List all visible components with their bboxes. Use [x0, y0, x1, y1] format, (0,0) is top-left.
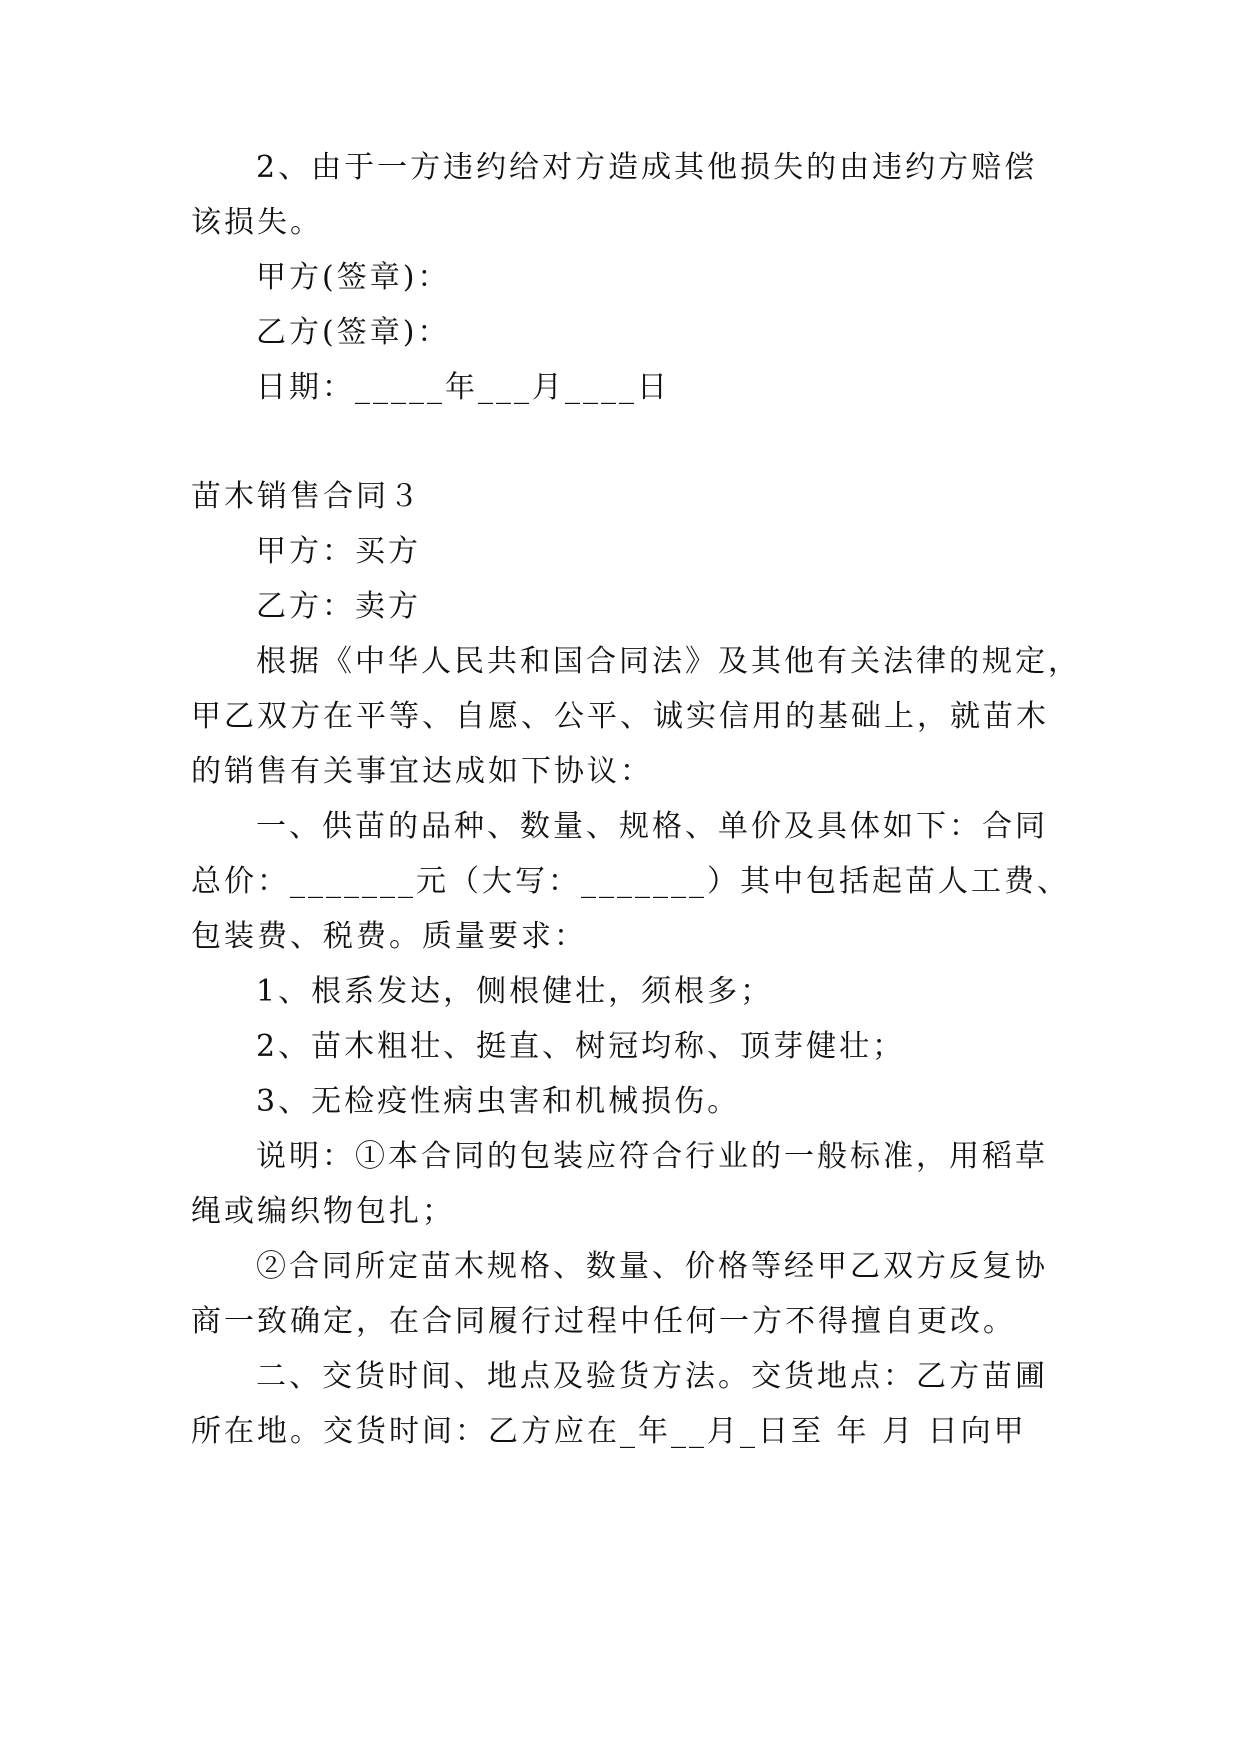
list-item: 1、根系发达，侧根健壮，须根多；	[256, 974, 774, 1009]
party-a-line: 甲方：买方	[256, 534, 421, 569]
paragraph-line: 的销售有关事宜达成如下协议：	[191, 754, 653, 789]
paragraph-line: 商一致确定，在合同履行过程中任何一方不得擅自更改。	[191, 1304, 1016, 1339]
paragraph-line: 绳或编织物包扎；	[191, 1194, 455, 1229]
list-item: 3、无检疫性病虫害和机械损伤。	[256, 1084, 741, 1119]
paragraph-line: 二、交货时间、地点及验货方法。交货地点：乙方苗圃	[256, 1359, 1048, 1394]
signature-line-party-b: 乙方(签章)：	[256, 315, 451, 350]
paragraph-line: 2、由于一方违约给对方造成其他损失的由违约方赔偿	[256, 150, 1038, 185]
signature-line-party-a: 甲方(签章)：	[256, 260, 451, 295]
paragraph-line: ②合同所定苗木规格、数量、价格等经甲乙双方反复协	[256, 1249, 1048, 1284]
paragraph-line: 说明：①本合同的包装应符合行业的一般标准，用稻草	[256, 1139, 1048, 1174]
list-item: 2、苗木粗壮、挺直、树冠均称、顶芽健壮；	[256, 1029, 906, 1064]
paragraph-line: 总价：_______元（大写：_______）其中包括起苗人工费、	[191, 864, 1070, 899]
date-line: 日期：_____年___月____日	[256, 370, 670, 405]
paragraph-line: 一、供苗的品种、数量、规格、单价及具体如下：合同	[256, 809, 1048, 844]
paragraph-line: 所在地。交货时间：乙方应在_年__月_日至 年 月 日向甲	[191, 1414, 1027, 1449]
paragraph-line: 根据《中华人民共和国合同法》及其他有关法律的规定，	[256, 644, 1081, 679]
paragraph-line: 包装费、税费。质量要求：	[191, 919, 587, 954]
party-b-line: 乙方：卖方	[256, 589, 421, 624]
contract-title: 苗木销售合同３	[191, 479, 422, 514]
paragraph-line: 甲乙双方在平等、自愿、公平、诚实信用的基础上，就苗木	[191, 699, 1049, 734]
paragraph-line: 该损失。	[191, 205, 323, 240]
